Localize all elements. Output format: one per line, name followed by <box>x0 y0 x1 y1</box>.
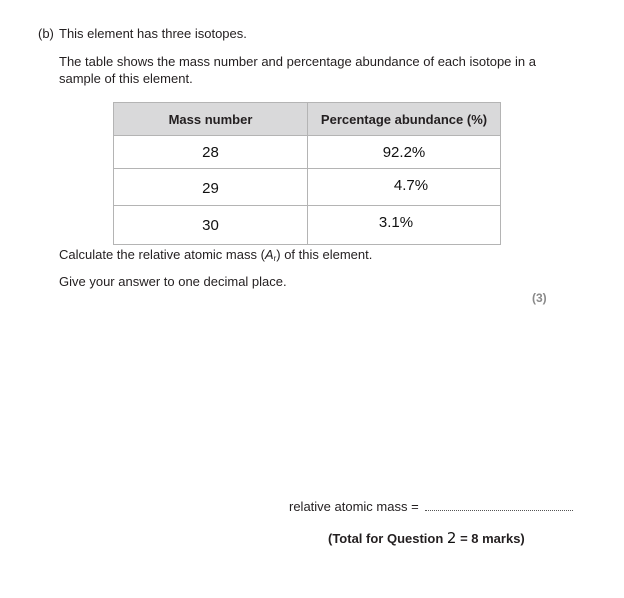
answer-label: relative atomic mass = <box>289 499 419 514</box>
handwritten-question-number: 2 <box>446 529 457 547</box>
precision-instruction: Give your answer to one decimal place. <box>59 274 287 289</box>
mass-number-cell: 29 <box>114 169 308 206</box>
total-text-before: (Total for Question <box>328 531 447 546</box>
part-text: This element has three isotopes. <box>59 26 247 41</box>
abundance-cell: 92.2% <box>308 136 501 169</box>
table-header-row <box>114 103 501 136</box>
mass-number-cell: 28 <box>114 136 308 169</box>
calc-text-before: Calculate the relative atomic mass ( <box>59 247 265 262</box>
table-row <box>114 206 501 245</box>
answer-line[interactable] <box>425 510 573 511</box>
isotope-table <box>113 102 501 245</box>
part-label: (b) <box>38 26 54 41</box>
abundance-cell: 3.1% <box>308 206 501 245</box>
total-text-after: = 8 marks) <box>456 531 525 546</box>
intro-text: The table shows the mass number and percentage abundance of each isotope in a sample of this element. <box>59 54 536 86</box>
calc-text-after: ) of this element. <box>276 247 373 262</box>
table-row <box>114 136 501 169</box>
calculate-instruction <box>59 247 372 263</box>
marks-indicator: (3) <box>532 291 547 305</box>
abundance-cell: 4.7% <box>308 169 501 206</box>
ar-subscript: r <box>273 254 277 263</box>
mass-number-cell: 30 <box>114 206 308 245</box>
header-mass-number: Mass number <box>114 103 308 136</box>
ar-symbol: A <box>264 247 274 262</box>
table-row <box>114 169 501 206</box>
total-marks <box>328 529 525 547</box>
header-percentage-abundance: Percentage abundance (%) <box>308 103 501 136</box>
